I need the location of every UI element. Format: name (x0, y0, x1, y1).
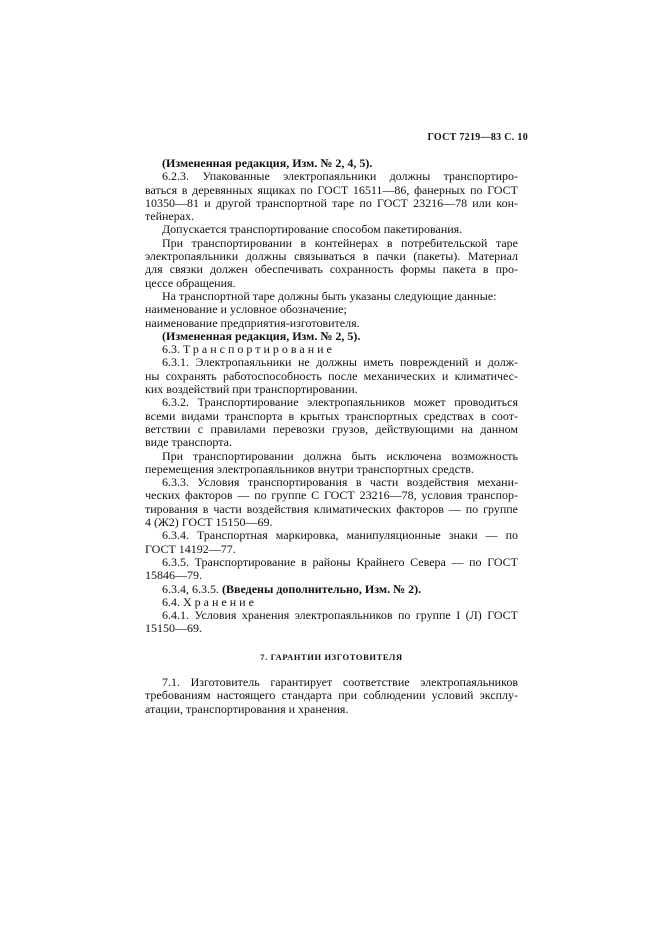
paragraph-line: всеми видами транспорта в крытых транспортных средствах в соот- (145, 408, 518, 423)
paragraph-line: 6.3.5. Транспортирование в районы Крайнего Севера — по ГОСТ (162, 554, 518, 569)
paragraph-line: наименование и условное обозначение; (145, 302, 347, 317)
section-heading-transport (145, 343, 518, 356)
paragraph-line: 6.4.1. Условия хранения электропаяльников по группе I (Л) ГОСТ (162, 608, 518, 623)
section-title: Транспортирование (183, 342, 335, 357)
paragraph-line: 15150—69. (145, 621, 202, 636)
paragraph-line: ГОСТ 14192—77. (145, 541, 236, 556)
paragraph-line: наименование предприятия-изготовителя. (145, 315, 360, 330)
document-body (145, 157, 518, 716)
paragraph-line: атации, транспортирования и хранения. (145, 701, 349, 716)
paragraph-line: 15846—79. (145, 568, 202, 583)
paragraph-line: 7.1. Изготовитель гарантирует соответствие электропаяльников (162, 674, 518, 689)
amendment-note: (Измененная редакция, Изм. № 2, 4, 5). (162, 156, 373, 170)
paragraph-line: для связки должен обеспечивать сохранность формы пакета в про- (145, 262, 518, 277)
paragraph-line: 6.3.4. Транспортная маркировка, манипуляционные знаки — по (162, 528, 518, 543)
paragraph-line: При транспортировании в контейнерах в потребительской таре (162, 235, 518, 250)
paragraph-line: 10350—81 и другой транспортной таре по ГОСТ 23216—78 или кон- (145, 195, 518, 210)
paragraph-line: перемещения электропаяльников внутри транспортных средств. (145, 461, 474, 476)
chapter-heading: 7. ГАРАНТИИ ИЗГОТОВИТЕЛЯ (260, 651, 403, 662)
paragraph-line: 6.2.3. Упакованные электропаяльники должны транспортиро- (162, 169, 518, 184)
paragraph-line: ваться в деревянных ящиках по ГОСТ 16511—86, фанерных по ГОСТ (145, 182, 518, 197)
section-number: 6.4. (162, 594, 180, 609)
paragraph-line: При транспортировании должна быть исключена возможность (162, 448, 518, 463)
paragraph-line: На транспортной таре должны быть указаны следующие данные: (162, 288, 497, 303)
paragraph-line: ческих факторов — по группе С ГОСТ 23216—78, условия транспор- (145, 488, 518, 503)
paragraph-line: ны сохранять работоспособность после механических и климатичес- (145, 368, 518, 383)
paragraph-line: тирования в части воздействия климатических факторов — по группе (145, 501, 518, 516)
paragraph-line: 6.3.1. Электропаяльники не должны иметь повреждений и долж- (162, 355, 518, 370)
paragraph-line: 4 (Ж2) ГОСТ 15150—69. (145, 515, 273, 530)
paragraph-line: 6.3.3. Условия транспортирования в части воздействия механи- (162, 475, 518, 490)
paragraph-line: Допускается транспортирование способом пакетирования. (162, 222, 463, 237)
section-heading-storage (145, 596, 518, 609)
amendment-note: (Введены дополнительно, Изм. № 2). (222, 581, 422, 596)
paragraph-line: ких воздействий при транспортировании. (145, 382, 358, 397)
running-header: ГОСТ 7219—83 С. 10 (427, 132, 528, 143)
section-number: 6.3. (162, 342, 180, 357)
clause-refs: 6.3.4, 6.3.5. (162, 581, 219, 596)
section-title: Хранение (183, 594, 257, 609)
paragraph-line: электропаяльники должны связываться в пачки (пакеты). Материал (145, 249, 518, 264)
amendment-note: (Измененная редакция, Изм. № 2, 5). (162, 328, 361, 343)
paragraph-line: цессе обращения. (145, 275, 236, 290)
paragraph-line: 6.3.2. Транспортирование электропаяльников может проводиться (162, 395, 518, 410)
paragraph-line: ветствии с правилами перевозки грузов, действующими на данном (145, 421, 518, 436)
paragraph-line: тейнерах. (145, 209, 195, 224)
paragraph-line: требованиям настоящего стандарта при соблюдении условий эксплу- (145, 688, 518, 703)
amendment-note-line (145, 583, 518, 596)
paragraph-line: виде транспорта. (145, 435, 232, 450)
